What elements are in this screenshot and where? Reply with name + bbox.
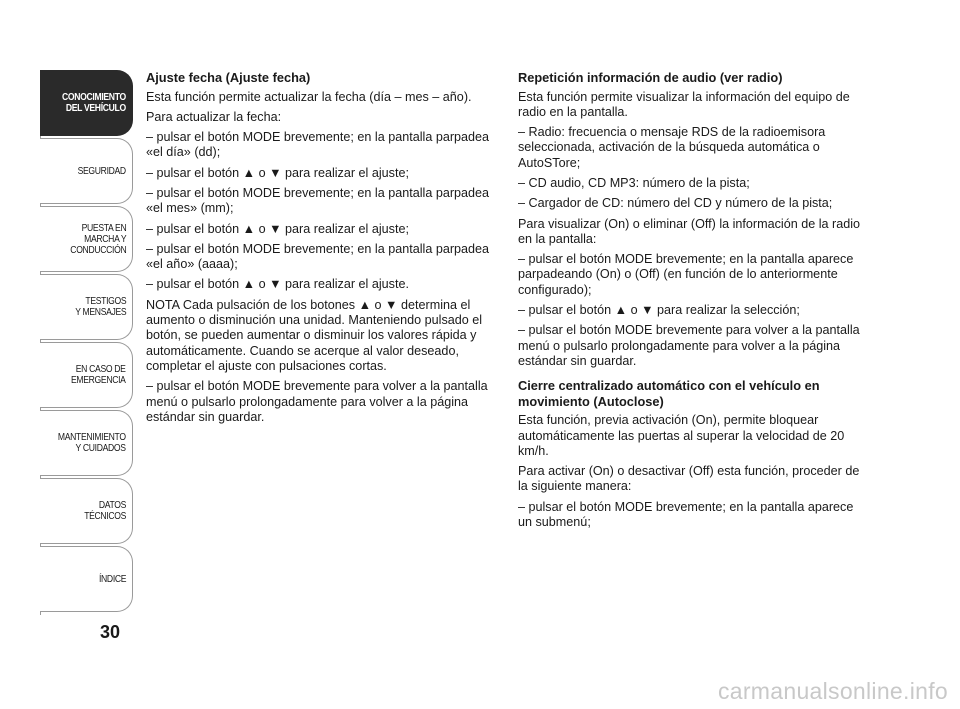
paragraph: – pulsar el botón ▲ o ▼ para realizar el ajuste; bbox=[146, 221, 409, 236]
tab-en-caso-de-emergencia[interactable] bbox=[40, 342, 133, 408]
paragraph: – pulsar el botón ▲ o ▼ para realizar el ajuste; bbox=[146, 165, 409, 180]
tab-label: MANTENIMIENTO Y CUIDADOS bbox=[58, 431, 126, 454]
right-column bbox=[518, 70, 870, 535]
section-heading-repeticion-audio: Repetición información de audio (ver radio) bbox=[518, 70, 783, 85]
left-column bbox=[146, 70, 498, 430]
paragraph: – pulsar el botón MODE brevemente; en la pantalla aparece parpadeando (On) o (Off) (en función de lo anteriormente configurado); bbox=[518, 252, 854, 297]
watermark: carmanualsonline.info bbox=[717, 678, 948, 704]
section-heading-autoclose: Cierre centralizado automático con el vehículo en movimiento (Autoclose) bbox=[518, 378, 820, 409]
tab-indice[interactable] bbox=[40, 546, 133, 612]
tab-mantenimiento[interactable] bbox=[40, 410, 133, 476]
paragraph: – Cargador de CD: número del CD y número de la pista; bbox=[518, 196, 833, 211]
tab-puesta-en-marcha[interactable] bbox=[40, 206, 133, 272]
paragraph: Para actualizar la fecha: bbox=[146, 109, 282, 124]
note-paragraph: NOTA Cada pulsación de los botones ▲ o ▼ determina el aumento o disminución una unidad. Manteniendo pulsado el botón, se pueden aumentar o disminuir los valores rápida y automáticamente. Cuando se acerque al valor deseado, completar el ajuste con pulsaciones cortas. bbox=[146, 297, 483, 373]
paragraph: – pulsar el botón MODE brevemente; en la pantalla parpadea «el día» (dd); bbox=[146, 130, 490, 160]
paragraph: – pulsar el botón MODE brevemente; en la pantalla aparece un submenú; bbox=[518, 499, 854, 530]
paragraph: – CD audio, CD MP3: número de la pista; bbox=[518, 175, 750, 190]
paragraph: – pulsar el botón ▲ o ▼ para realizar la selección; bbox=[518, 303, 800, 318]
paragraph: – pulsar el botón MODE brevemente para volver a la pantalla menú o pulsarlo prolongadamente para volver a la página estándar sin guardar. bbox=[518, 323, 860, 368]
paragraph: Esta función, previa activación (On), permite bloquear automáticamente las puertas al superar la velocidad de 20 km/h. bbox=[518, 413, 845, 458]
tab-label: DATOS TÉCNICOS bbox=[84, 499, 126, 522]
paragraph: Esta función permite visualizar la información del equipo de radio en la pantalla. bbox=[518, 89, 850, 119]
tab-testigos-y-mensajes[interactable] bbox=[40, 274, 133, 340]
tab-label: EN CASO DE EMERGENCIA bbox=[71, 363, 126, 386]
tab-seguridad[interactable] bbox=[40, 138, 133, 204]
paragraph: Esta función permite actualizar la fecha (día – mes – año). bbox=[146, 89, 472, 104]
tab-conocimiento-del-vehiculo[interactable] bbox=[40, 70, 133, 136]
section-heading-ajuste-fecha: Ajuste fecha (Ajuste fecha) bbox=[146, 70, 311, 85]
tab-datos-tecnicos[interactable] bbox=[40, 478, 133, 544]
paragraph: – pulsar el botón ▲ o ▼ para realizar el ajuste. bbox=[146, 277, 409, 292]
tab-label: CONOCIMIENTO DEL VEHÍCULO bbox=[62, 91, 126, 114]
paragraph: Para activar (On) o desactivar (Off) esta función, proceder de la siguiente manera: bbox=[518, 464, 860, 494]
paragraph: – pulsar el botón MODE brevemente; en la pantalla parpadea «el año» (aaaa); bbox=[146, 241, 490, 272]
paragraph: – Radio: frecuencia o mensaje RDS de la radioemisora seleccionada, activación de la búsqueda automática o AutoSTore; bbox=[518, 125, 826, 170]
paragraph: – pulsar el botón MODE brevemente para volver a la pantalla menú o pulsarlo prolongadamente para volver a la página estándar sin guardar. bbox=[146, 379, 488, 424]
page-number: 30 bbox=[100, 622, 121, 642]
paragraph: Para visualizar (On) o eliminar (Off) la información de la radio en la pantalla: bbox=[518, 216, 861, 246]
tab-label: TESTIGOS Y MENSAJES bbox=[74, 295, 126, 318]
tab-label: ÍNDICE bbox=[98, 572, 126, 585]
tab-label: PUESTA EN MARCHA Y CONDUCCIÓN bbox=[69, 221, 126, 256]
chapter-tabs bbox=[40, 70, 133, 614]
tab-label: SEGURIDAD bbox=[77, 164, 126, 177]
paragraph: – pulsar el botón MODE brevemente; en la pantalla parpadea «el mes» (mm); bbox=[146, 185, 490, 216]
